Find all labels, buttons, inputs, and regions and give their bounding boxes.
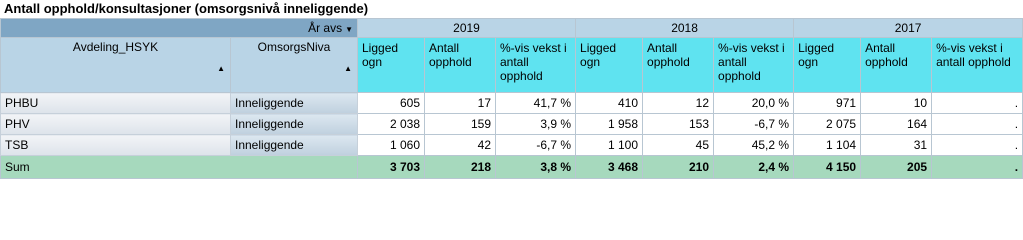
value-cell: 1 104 <box>794 135 861 156</box>
table-row <box>1 93 1023 114</box>
value-cell: 164 <box>861 114 932 135</box>
sum-cell: 4 150 <box>794 156 861 179</box>
value-cell: . <box>932 135 1023 156</box>
sum-cell: 3 703 <box>358 156 425 179</box>
column-header-omsorgsniva[interactable] <box>231 38 358 93</box>
measure-header-vekst: %-vis vekst i antall opphold <box>932 38 1023 93</box>
value-cell: . <box>932 114 1023 135</box>
value-cell: 159 <box>425 114 496 135</box>
pivot-table <box>0 18 1023 179</box>
sum-cell: 205 <box>861 156 932 179</box>
year-header: 2019 <box>358 19 576 38</box>
sum-cell: 210 <box>643 156 714 179</box>
measure-header-liggedogn: Ligged ogn <box>576 38 643 93</box>
report-title: Antall opphold/konsultasjoner (omsorgsnivå inneliggende) <box>4 1 369 16</box>
cell-omsorgsniva[interactable]: Inneliggende <box>231 114 358 135</box>
column-header-label: OmsorgsNiva <box>257 40 331 54</box>
value-cell: 971 <box>794 93 861 114</box>
value-cell: -6,7 % <box>496 135 576 156</box>
value-cell: 17 <box>425 93 496 114</box>
value-cell: 3,9 % <box>496 114 576 135</box>
value-cell: 10 <box>861 93 932 114</box>
year-dimension-header[interactable] <box>1 19 358 38</box>
value-cell: -6,7 % <box>714 114 794 135</box>
value-cell: 2 075 <box>794 114 861 135</box>
measure-header-antall-opphold: Antall opphold <box>643 38 714 93</box>
value-cell: 1 060 <box>358 135 425 156</box>
sum-label: Sum <box>1 156 358 179</box>
year-header-row <box>1 19 1023 38</box>
value-cell: 42 <box>425 135 496 156</box>
column-header-label: Avdeling_HSYK <box>72 40 159 54</box>
dropdown-arrow-icon[interactable]: ▼ <box>345 25 353 34</box>
sort-ascending-icon[interactable]: ▲ <box>217 64 225 73</box>
year-header: 2017 <box>794 19 1023 38</box>
cell-omsorgsniva[interactable]: Inneliggende <box>231 93 358 114</box>
value-cell: 605 <box>358 93 425 114</box>
cell-avdeling[interactable]: PHV <box>1 114 231 135</box>
table-row <box>1 135 1023 156</box>
value-cell: 20,0 % <box>714 93 794 114</box>
value-cell: 31 <box>861 135 932 156</box>
value-cell: 2 038 <box>358 114 425 135</box>
value-cell: 41,7 % <box>496 93 576 114</box>
sum-cell: 2,4 % <box>714 156 794 179</box>
column-header-avdeling[interactable] <box>1 38 231 93</box>
value-cell: 1 958 <box>576 114 643 135</box>
value-cell: 45,2 % <box>714 135 794 156</box>
value-cell: . <box>932 93 1023 114</box>
sum-cell: 3,8 % <box>496 156 576 179</box>
value-cell: 153 <box>643 114 714 135</box>
year-header: 2018 <box>576 19 794 38</box>
value-cell: 45 <box>643 135 714 156</box>
value-cell: 12 <box>643 93 714 114</box>
cell-omsorgsniva[interactable]: Inneliggende <box>231 135 358 156</box>
sum-cell: . <box>932 156 1023 179</box>
measure-header-antall-opphold: Antall opphold <box>425 38 496 93</box>
cell-avdeling[interactable]: PHBU <box>1 93 231 114</box>
measure-header-vekst: %-vis vekst i antall opphold <box>496 38 576 93</box>
measure-header-row <box>1 38 1023 93</box>
measure-header-antall-opphold: Antall opphold <box>861 38 932 93</box>
value-cell: 410 <box>576 93 643 114</box>
sum-cell: 218 <box>425 156 496 179</box>
table-row <box>1 114 1023 135</box>
measure-header-liggedogn: Ligged ogn <box>358 38 425 93</box>
cell-avdeling[interactable]: TSB <box>1 135 231 156</box>
sum-row <box>1 156 1023 179</box>
sort-ascending-icon[interactable]: ▲ <box>344 64 352 73</box>
sum-cell: 3 468 <box>576 156 643 179</box>
value-cell: 1 100 <box>576 135 643 156</box>
measure-header-liggedogn: Ligged ogn <box>794 38 861 93</box>
measure-header-vekst: %-vis vekst i antall opphold <box>714 38 794 93</box>
year-dimension-label: År avs <box>308 21 343 35</box>
